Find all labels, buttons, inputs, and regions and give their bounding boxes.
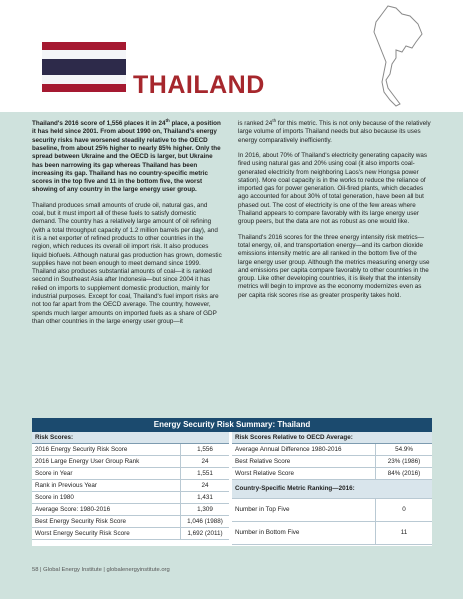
risk-summary-table bbox=[32, 418, 432, 546]
table-row bbox=[232, 468, 432, 480]
row-label: Best Energy Security Risk Score bbox=[32, 516, 181, 527]
row-value: 1,551 bbox=[197, 470, 213, 477]
flag-stripe-blue bbox=[42, 59, 126, 75]
flag-stripe-red-top bbox=[42, 42, 126, 50]
flag-stripe-red-bottom bbox=[42, 84, 126, 92]
row-label: Number in Bottom Five bbox=[232, 522, 376, 544]
table-row bbox=[32, 516, 229, 528]
row-value: 1,309 bbox=[197, 506, 213, 513]
left-text-column bbox=[32, 117, 222, 333]
body-paragraph: Thailand produces small amounts of crude oil, natural gas, and coal, but it must import all of these fuels to satisfy domestic demand. The country has a relatively large amount of oil refining (with a total throughput capacity of 1.2 million barrels per day), and it is a net exporter of refined products to other countries in the region, which reduces its overall oil import risk. It also produces liquid biofuels. Although natural gas production has grown, domestic supplies have not been enough to meet demand since 1999. Thailand also produces substantial amounts of coal—it is ranked second in Southeast Asia after Indonesia—but since 2004 it has relied on imports to supplement domestic production, mainly for industrial purposes. Except for coal, Thailand's fuel import risks are not too far apart from the OECD average. The country, however, spends much larger amounts on imported fuels as a share of GDP than other countries in the large energy user group—it bbox=[32, 201, 222, 325]
thailand-flag-icon bbox=[42, 42, 126, 92]
body-paragraph: Thailand's 2016 scores for the three energy intensity risk metrics—total energy, oil, and transportation energy—and its carbon dioxide emissions intensity metric are all ranked in the bottom five of the large energy user group. Although the metrics measuring energy use and emissions per capita compare favorably to other countries in the group. Like other developing countries, it is likely that the intensity metrics will begin to improve as the economy modernizes even as per capita risk scores rise as greater prosperity takes hold. bbox=[238, 233, 430, 299]
risk-scores-section bbox=[32, 432, 229, 540]
row-label: Best Relative Score bbox=[232, 456, 376, 467]
table-row bbox=[32, 492, 229, 504]
paragraph-text-start: is ranked 24 bbox=[238, 120, 273, 128]
table-body bbox=[32, 432, 432, 546]
flag-stripe-white-bottom bbox=[42, 75, 126, 84]
table-title: Energy Security Risk Summary: Thailand bbox=[32, 418, 432, 432]
lead-ordinal-suffix: th bbox=[165, 118, 170, 123]
row-label: Worst Relative Score bbox=[232, 468, 376, 479]
row-value: 11 bbox=[400, 529, 408, 536]
ranking-subheading: Country-Specific Metric Ranking—2016: bbox=[232, 480, 432, 499]
lead-text-start: Thailand's 2016 score of 1,556 places it in 24 bbox=[32, 120, 166, 128]
page-title: THAILAND bbox=[133, 71, 265, 99]
row-value: 24 bbox=[201, 482, 209, 489]
row-label: Score in 1980 bbox=[32, 492, 181, 503]
row-value: 1,046 (1988) bbox=[187, 518, 223, 525]
table-row bbox=[32, 480, 229, 492]
row-label: 2016 Energy Security Risk Score bbox=[32, 444, 181, 455]
table-row bbox=[232, 522, 432, 545]
relative-scores-section bbox=[232, 432, 432, 545]
row-value: 23% (1986) bbox=[387, 458, 421, 465]
section-heading: Risk Scores Relative to OECD Average: bbox=[232, 432, 432, 444]
page-footer: 58 | Global Energy Institute | globalenergyinstitute.org bbox=[32, 567, 170, 573]
row-label: 2016 Large Energy User Group Rank bbox=[32, 456, 181, 467]
row-label: Average Annual Difference 1980-2016 bbox=[232, 444, 376, 455]
row-label: Number in Top Five bbox=[232, 499, 376, 521]
row-label: Rank in Previous Year bbox=[32, 480, 181, 491]
row-label: Score in Year bbox=[32, 468, 181, 479]
table-row bbox=[232, 499, 432, 522]
row-value: 1,431 bbox=[197, 494, 213, 501]
body-paragraph bbox=[238, 117, 432, 145]
table-row bbox=[32, 444, 229, 456]
row-label: Average Score: 1980-2016 bbox=[32, 504, 181, 515]
table-row bbox=[232, 444, 432, 456]
paragraph-text-end: for this metric. This is not only because of the relatively large volume of imports Thailand needs but also because its uses energy comparatively inefficiently. bbox=[238, 120, 431, 144]
row-label: Worst Energy Security Risk Score bbox=[32, 528, 181, 539]
flag-stripe-white-top bbox=[42, 50, 126, 59]
table-row bbox=[32, 528, 229, 540]
table-row bbox=[232, 456, 432, 468]
row-value: 84% (2016) bbox=[387, 470, 421, 477]
section-heading: Risk Scores: bbox=[32, 432, 229, 444]
table-row bbox=[32, 468, 229, 480]
row-value: 54.9% bbox=[395, 446, 413, 453]
row-value: 24 bbox=[201, 458, 209, 465]
ordinal-suffix: th bbox=[272, 118, 277, 123]
row-value: 1,556 bbox=[197, 446, 213, 453]
table-row bbox=[32, 456, 229, 468]
thailand-outline-map-icon bbox=[366, 4, 426, 108]
row-value: 1,692 (2011) bbox=[187, 530, 223, 537]
right-text-column bbox=[238, 117, 432, 307]
table-row bbox=[32, 504, 229, 516]
body-paragraph: In 2016, about 70% of Thailand's electricity generating capacity was fired using natural gas and 20% using coal (it also imports coal-generated electricity from neighboring Laos's new Hongsa power station). More coal capacity is in the works to reduce the reliance of imported gas for power generation. Oil-fired plants, which decades ago accounted for about 30% of total generation, have been all but phased out. The cost of electricity is one of the few areas where Thailand appears to compare favorably with its large energy user group peers, but the data are not as robust as one would like. bbox=[238, 151, 428, 226]
lead-paragraph bbox=[32, 117, 222, 195]
row-value: 0 bbox=[402, 506, 406, 513]
lead-text-end: place, a position it has held since 2001. From about 1990 on, Thailand's energy security risks have worsened steadily relative to the OECD baseline, from about 25% higher to nearly 85% higher. Only the spread between Ukraine and the OECD is larger, but Ukraine has been narrowing its gap whereas Thailand has been increasing its gap. Thailand has no country-specific metric scores in the top five and 11 in the bottom five, the worst showing of any country in the large energy user group. bbox=[32, 120, 221, 194]
